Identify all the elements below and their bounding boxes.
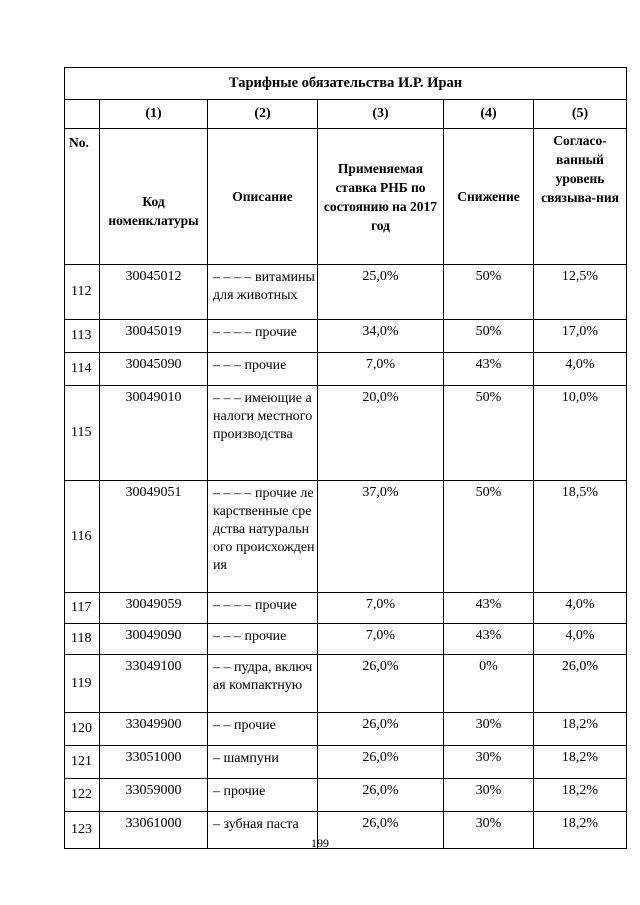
applied-rate: 26,0%: [318, 812, 444, 849]
reduction: 50%: [444, 265, 534, 320]
row-number: 117: [65, 593, 100, 624]
applied-rate: 20,0%: [318, 386, 444, 481]
applied-rate: 25,0%: [318, 265, 444, 320]
row-number: 121: [65, 746, 100, 779]
row-number: 119: [65, 655, 100, 713]
tariff-code: 30049051: [100, 481, 208, 593]
row-number: 113: [65, 320, 100, 353]
column-number: (2): [208, 100, 318, 129]
reduction: 30%: [444, 746, 534, 779]
row-number: 120: [65, 713, 100, 746]
applied-rate: 26,0%: [318, 779, 444, 812]
bound-level: 26,0%: [534, 655, 627, 713]
table-row: [65, 624, 627, 655]
bound-level: 12,5%: [534, 265, 627, 320]
table-row: [65, 386, 627, 481]
reduction: 50%: [444, 320, 534, 353]
table-row: [65, 779, 627, 812]
table-title: Тарифные обязательства И.Р. Иран: [65, 68, 627, 100]
tariff-table: [64, 67, 627, 849]
row-number: 123: [65, 812, 100, 849]
table-row: [65, 655, 627, 713]
product-description: – – – имеющие аналоги местного производства: [208, 386, 318, 481]
table-row: [65, 265, 627, 320]
reduction: 43%: [444, 624, 534, 655]
tariff-code: 30045019: [100, 320, 208, 353]
header-applied-rate: Применяемая ставка РНБ по состоянию на 2017 год: [318, 129, 444, 265]
bound-level: 18,2%: [534, 746, 627, 779]
row-number: 115: [65, 386, 100, 481]
tariff-code: 33049100: [100, 655, 208, 713]
applied-rate: 26,0%: [318, 713, 444, 746]
tariff-code: 33061000: [100, 812, 208, 849]
tariff-code: 30049059: [100, 593, 208, 624]
table-row: [65, 481, 627, 593]
product-description: – – прочие: [208, 713, 318, 746]
table-row: [65, 713, 627, 746]
tariff-code: 30049090: [100, 624, 208, 655]
column-number: (3): [318, 100, 444, 129]
applied-rate: 34,0%: [318, 320, 444, 353]
column-number: (4): [444, 100, 534, 129]
column-number: (5): [534, 100, 627, 129]
header-code: Код номенклатуры: [100, 129, 208, 265]
applied-rate: 7,0%: [318, 624, 444, 655]
reduction: 43%: [444, 353, 534, 386]
reduction: 30%: [444, 713, 534, 746]
tariff-code: 33059000: [100, 779, 208, 812]
product-description: – – – – прочие: [208, 593, 318, 624]
header-reduction: Снижение: [444, 129, 534, 265]
page-number: 199: [311, 836, 329, 850]
bound-level: 18,5%: [534, 481, 627, 593]
applied-rate: 37,0%: [318, 481, 444, 593]
tariff-code: 30049010: [100, 386, 208, 481]
applied-rate: 26,0%: [318, 655, 444, 713]
tariff-code: 30045012: [100, 265, 208, 320]
bound-level: 4,0%: [534, 624, 627, 655]
bound-level: 4,0%: [534, 593, 627, 624]
tariff-code: 33051000: [100, 746, 208, 779]
product-description: – – – – прочие лекарственные средства натурального происхождения: [208, 481, 318, 593]
header-agreed-level: Согласо-ванный уровень связыва-ния: [534, 129, 627, 265]
column-number: (1): [100, 100, 208, 129]
header-description: Описание: [208, 129, 318, 265]
bound-level: 18,2%: [534, 812, 627, 849]
product-description: – зубная паста: [208, 812, 318, 849]
row-number: 112: [65, 265, 100, 320]
empty-cell: [65, 100, 100, 129]
product-description: – – пудра, включая компактную: [208, 655, 318, 713]
bound-level: 10,0%: [534, 386, 627, 481]
applied-rate: 26,0%: [318, 746, 444, 779]
reduction: 0%: [444, 655, 534, 713]
product-description: – – – – витамины для животных: [208, 265, 318, 320]
reduction: 30%: [444, 812, 534, 849]
tariff-code: 33049900: [100, 713, 208, 746]
product-description: – – – прочие: [208, 624, 318, 655]
header-no: No.: [65, 129, 100, 265]
reduction: 43%: [444, 593, 534, 624]
reduction: 50%: [444, 386, 534, 481]
row-number: 118: [65, 624, 100, 655]
row-number: 116: [65, 481, 100, 593]
reduction: 30%: [444, 779, 534, 812]
bound-level: 18,2%: [534, 713, 627, 746]
table-row: [65, 353, 627, 386]
table-row: [65, 593, 627, 624]
bound-level: 4,0%: [534, 353, 627, 386]
applied-rate: 7,0%: [318, 593, 444, 624]
row-number: 114: [65, 353, 100, 386]
reduction: 50%: [444, 481, 534, 593]
row-number: 122: [65, 779, 100, 812]
product-description: – прочие: [208, 779, 318, 812]
product-description: – – – – прочие: [208, 320, 318, 353]
bound-level: 18,2%: [534, 779, 627, 812]
product-description: – шампуни: [208, 746, 318, 779]
applied-rate: 7,0%: [318, 353, 444, 386]
table-row: [65, 320, 627, 353]
table-row: [65, 746, 627, 779]
bound-level: 17,0%: [534, 320, 627, 353]
product-description: – – – прочие: [208, 353, 318, 386]
tariff-code: 30045090: [100, 353, 208, 386]
